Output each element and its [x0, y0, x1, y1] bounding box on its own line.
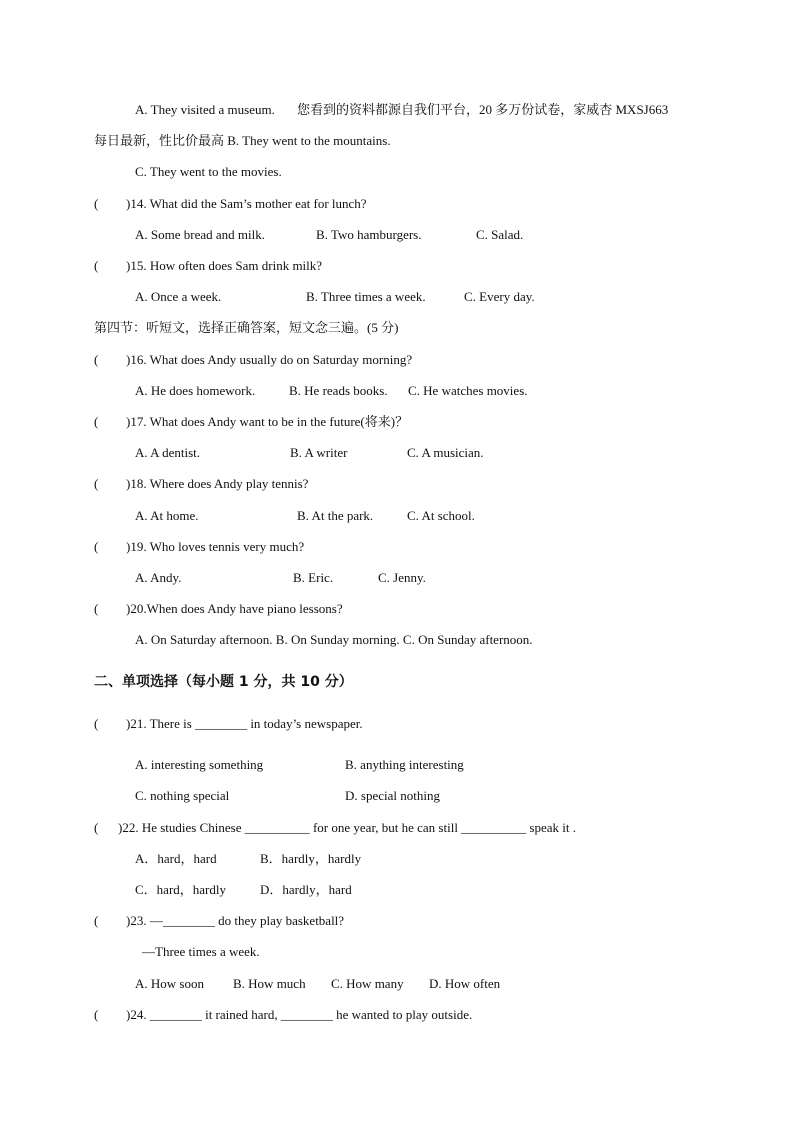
option-c: C. Salad. [476, 227, 524, 242]
option-b: B. anything interesting [345, 757, 464, 772]
question-15: )15. How often does Sam drink milk? [126, 258, 323, 273]
answer-paren: ( [94, 352, 99, 367]
option-c: C. Every day. [464, 289, 535, 304]
option-a: A. Once a week. [135, 289, 222, 304]
option-d: D. special nothing [345, 788, 440, 803]
option-c: C. How many [331, 976, 404, 991]
question-18: )18. Where does Andy play tennis? [126, 476, 309, 491]
answer-paren: ( [94, 476, 99, 491]
question-16: )16. What does Andy usually do on Saturday morning? [126, 352, 413, 367]
option-c: C. nothing special [135, 788, 230, 803]
option-c: C. A musician. [407, 445, 484, 460]
question-23: )23. —________ do they play basketball? [126, 913, 345, 928]
question-20: )20.When does Andy have piano lessons? [126, 601, 343, 616]
option-a: A. interesting something [135, 757, 264, 772]
option-b: B. Two hamburgers. [316, 227, 422, 242]
dialogue-answer: —Three times a week. [142, 944, 260, 959]
option-a: A．hard，hard [135, 851, 217, 866]
option-b: B. Three times a week. [306, 289, 426, 304]
options-line: A. On Saturday afternoon. B. On Sunday morning. C. On Sunday afternoon. [135, 632, 533, 647]
option-a: A. How soon [135, 976, 204, 991]
option-b: B. A writer [290, 445, 348, 460]
option-c: C. At school. [407, 508, 475, 523]
question-24: )24. ________ it rained hard, ________ he wanted to play outside. [126, 1007, 473, 1022]
part-heading: 二、单项选择（每小题 1 分，共 10 分） [94, 674, 353, 690]
option-b: B．hardly，hardly [260, 851, 362, 866]
answer-paren: ( [94, 539, 99, 554]
question-21: )21. There is ________ in today’s newspaper. [126, 716, 363, 731]
option-a: A. Andy. [135, 570, 182, 585]
option-b: B. At the park. [297, 508, 374, 523]
option-c: C. He watches movies. [408, 383, 528, 398]
answer-paren: ( [94, 196, 99, 211]
option-a: A. At home. [135, 508, 199, 523]
option-c: C. Jenny. [378, 570, 426, 585]
answer-paren: ( [94, 913, 99, 928]
answer-paren: ( [94, 1007, 99, 1022]
question-14: )14. What did the Sam’s mother eat for lunch? [126, 196, 367, 211]
answer-paren: ( [94, 414, 99, 429]
option-d: D．hardly，hard [260, 882, 352, 897]
option-b: B. Eric. [293, 570, 334, 585]
option-d: D. How often [429, 976, 501, 991]
question-22: )22. He studies Chinese __________ for one year, but he can still __________ speak it . [118, 820, 577, 835]
question-19: )19. Who loves tennis very much? [126, 539, 305, 554]
option-b: B. He reads books. [289, 383, 388, 398]
option-b: B. How much [233, 976, 306, 991]
answer-paren: ( [94, 820, 99, 835]
option-a: A. Some bread and milk. [135, 227, 265, 242]
option-line: 每日最新，性比价最高 B. They went to the mountains. [94, 133, 391, 148]
option-c: C．hard，hardly [135, 882, 226, 897]
option-a: A. A dentist. [135, 445, 201, 460]
answer-paren: ( [94, 716, 99, 731]
answer-paren: ( [94, 258, 99, 273]
option-line: C. They went to the movies. [135, 164, 282, 179]
option-line: A. They visited a museum. [135, 102, 275, 117]
option-a: A. He does homework. [135, 383, 256, 398]
answer-paren: ( [94, 601, 99, 616]
question-17: )17. What does Andy want to be in the future(将来)？ [126, 414, 409, 429]
section-heading: 第四节：听短文，选择正确答案，短文念三遍。(5 分) [94, 320, 399, 335]
watermark-text: 您看到的资料都源自我们平台，20 多万份试卷，家威杏 MXSJ663 [297, 102, 669, 117]
